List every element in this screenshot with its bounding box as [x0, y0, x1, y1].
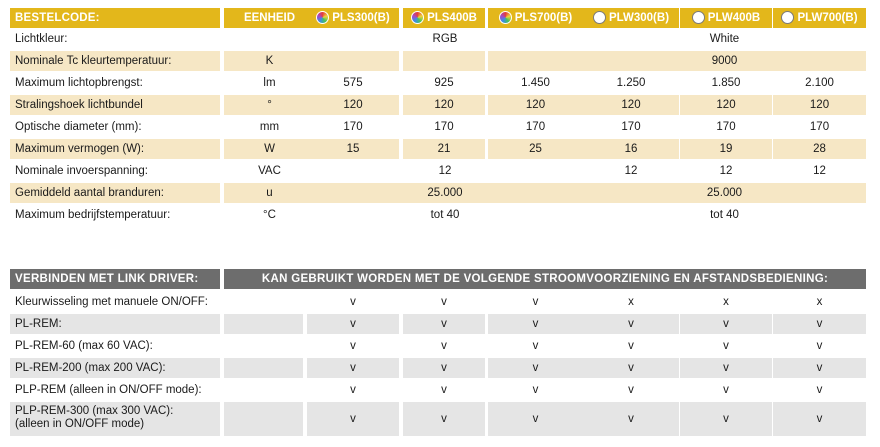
value-cell: v: [350, 296, 356, 308]
value-cell: v: [723, 384, 729, 396]
row-unit: K: [224, 51, 315, 71]
value-cell: 170: [525, 121, 546, 133]
empty-cell: [224, 358, 303, 378]
value-cell: v: [350, 384, 356, 396]
value-cell: v: [488, 358, 583, 378]
row-label: Maximum vermogen (W):: [10, 139, 220, 159]
plw-span-value: 25.000: [583, 183, 866, 203]
value-cell: v: [816, 340, 823, 352]
model-header-pls300: PLS300(B): [307, 8, 399, 28]
row-label: Nominale Tc kleurtemperatuur:: [10, 51, 220, 71]
value-cell: v: [403, 402, 485, 436]
value-cell: [403, 51, 485, 71]
value-cell: [488, 51, 583, 71]
model-header-pls700: PLS700(B): [488, 8, 583, 28]
value-cell: v: [583, 358, 679, 378]
rgb-dot-icon: [316, 11, 329, 24]
link-row: [10, 379, 866, 399]
row-unit: °: [224, 95, 315, 115]
value-cell: v: [628, 384, 634, 396]
link-row: [10, 291, 866, 311]
row-label-line2: (alleen in ON/OFF mode): [15, 418, 145, 430]
pls-span-value: tot 40: [430, 209, 460, 221]
row-label: Stralingshoek lichtbundel: [10, 95, 220, 115]
plw-span-value: tot 40: [710, 209, 739, 221]
rgb-dot-icon: [499, 11, 512, 24]
value-cell: 925: [434, 77, 454, 89]
value-cell: v: [403, 314, 485, 334]
link-row: [10, 313, 866, 333]
value-cell: v: [723, 340, 729, 352]
spec-row: [10, 160, 866, 180]
row-unit: W: [224, 139, 315, 159]
value-cell: v: [583, 402, 679, 436]
value-cell: 120: [307, 95, 399, 115]
row-label: Maximum lichtopbrengst:: [15, 77, 143, 89]
value-cell: v: [532, 296, 539, 308]
value-cell: 16: [583, 139, 679, 159]
value-cell: 1.250: [616, 77, 646, 89]
pls-span-value: 12: [438, 165, 452, 177]
pls-span-value: 25.000: [307, 183, 583, 203]
value-cell: v: [680, 314, 772, 334]
value-cell: 25: [488, 139, 583, 159]
value-cell: v: [488, 402, 583, 436]
value-cell: 12: [719, 165, 733, 177]
value-cell: v: [680, 402, 772, 436]
value-cell: 170: [434, 121, 454, 133]
value-cell: v: [441, 296, 447, 308]
value-cell: v: [773, 314, 866, 334]
model-header-pls400: PLS400B: [403, 8, 485, 28]
value-cell: 15: [307, 139, 399, 159]
value-cell: v: [583, 314, 679, 334]
model-header-plw300: PLW300(B): [583, 8, 679, 28]
value-cell: 120: [773, 95, 866, 115]
pls-span-value: RGB: [432, 33, 458, 45]
value-cell: v: [403, 358, 485, 378]
spec-row: [10, 204, 866, 224]
row-unit: °C: [263, 209, 276, 221]
value-cell: 21: [403, 139, 485, 159]
spec-row: [10, 94, 866, 114]
empty-cell: [224, 402, 303, 436]
row-label-line1: PLP-REM-300 (max 300 VAC):: [15, 405, 174, 417]
row-label: PL-REM-60 (max 60 VAC):: [15, 340, 153, 352]
value-cell: 170: [621, 121, 641, 133]
value-cell: 28: [773, 139, 866, 159]
value-cell: 170: [343, 121, 363, 133]
plw-span-value: White: [709, 33, 740, 45]
row-label: Kleurwisseling met manuele ON/OFF:: [15, 296, 209, 308]
spec-row: [10, 182, 866, 202]
spec-row: [10, 138, 866, 158]
model-header-plw400: PLW400B: [680, 8, 772, 28]
value-cell: v: [488, 314, 583, 334]
value-cell: v: [532, 340, 539, 352]
value-cell: v: [441, 384, 447, 396]
value-cell: v: [350, 340, 356, 352]
value-cell: 120: [583, 95, 679, 115]
link-header-right: KAN GEBRUIKT WORDEN MET DE VOLGENDE STROOMVOORZIENING EN AFSTANDSBEDIENING:: [224, 269, 866, 289]
empty-cell: [224, 314, 303, 334]
value-cell: 120: [403, 95, 485, 115]
row-unit: VAC: [258, 165, 281, 177]
spec-row: [10, 116, 866, 136]
spec-row: [10, 28, 866, 48]
value-cell: 1.450: [521, 77, 550, 89]
value-cell: 2.100: [805, 77, 834, 89]
model-header-plw700: PLW700(B): [773, 8, 866, 28]
value-cell: 170: [809, 121, 830, 133]
row-unit: [224, 29, 315, 49]
row-label: PLP-REM (alleen in ON/OFF mode):: [15, 384, 202, 396]
row-label: Lichtkleur:: [15, 33, 68, 45]
white-dot-icon: [593, 11, 606, 24]
value-cell: v: [307, 402, 399, 436]
value-cell: v: [773, 402, 866, 436]
value-cell: 1.850: [711, 77, 741, 89]
value-cell: 170: [716, 121, 736, 133]
value-cell: x: [723, 296, 729, 308]
row-label: Optische diameter (mm):: [15, 121, 142, 133]
value-cell: v: [307, 358, 399, 378]
row-label: Maximum bedrijfstemperatuur:: [15, 209, 171, 221]
value-cell: v: [441, 340, 447, 352]
row-label: PL-REM:: [10, 314, 220, 334]
white-dot-icon: [781, 11, 794, 24]
white-dot-icon: [692, 11, 705, 24]
row-label: [10, 402, 220, 436]
value-cell: v: [628, 340, 634, 352]
value-cell: v: [680, 358, 772, 378]
value-cell: 575: [343, 77, 363, 89]
value-cell: v: [307, 314, 399, 334]
value-cell: v: [773, 358, 866, 378]
row-unit: u: [224, 183, 315, 203]
row-label: Nominale invoerspanning:: [15, 165, 148, 177]
value-cell: 120: [488, 95, 583, 115]
value-cell: [307, 51, 399, 71]
value-cell: v: [816, 384, 823, 396]
eenheid-header: EENHEID: [224, 8, 315, 28]
value-cell: 12: [813, 165, 826, 177]
value-cell: x: [816, 296, 823, 308]
value-cell: x: [628, 296, 634, 308]
value-cell: v: [532, 384, 539, 396]
plw-span-value: 9000: [583, 51, 866, 71]
spec-header-row: [10, 7, 866, 27]
rgb-dot-icon: [411, 11, 424, 24]
row-unit: lm: [263, 77, 276, 89]
link-header-row: [10, 268, 866, 288]
link-row: [10, 357, 866, 377]
value-cell: 12: [624, 165, 638, 177]
link-row: [10, 335, 866, 355]
row-label: Gemiddeld aantal branduren:: [10, 183, 220, 203]
link-row: [10, 401, 866, 435]
row-unit: mm: [259, 121, 280, 133]
spec-row: [10, 72, 866, 92]
value-cell: 120: [680, 95, 772, 115]
bestelcode-header: BESTELCODE:: [10, 8, 220, 28]
value-cell: 19: [680, 139, 772, 159]
spec-row: [10, 50, 866, 70]
row-label: PL-REM-200 (max 200 VAC):: [10, 358, 220, 378]
link-header-left: VERBINDEN MET LINK DRIVER:: [10, 269, 220, 289]
